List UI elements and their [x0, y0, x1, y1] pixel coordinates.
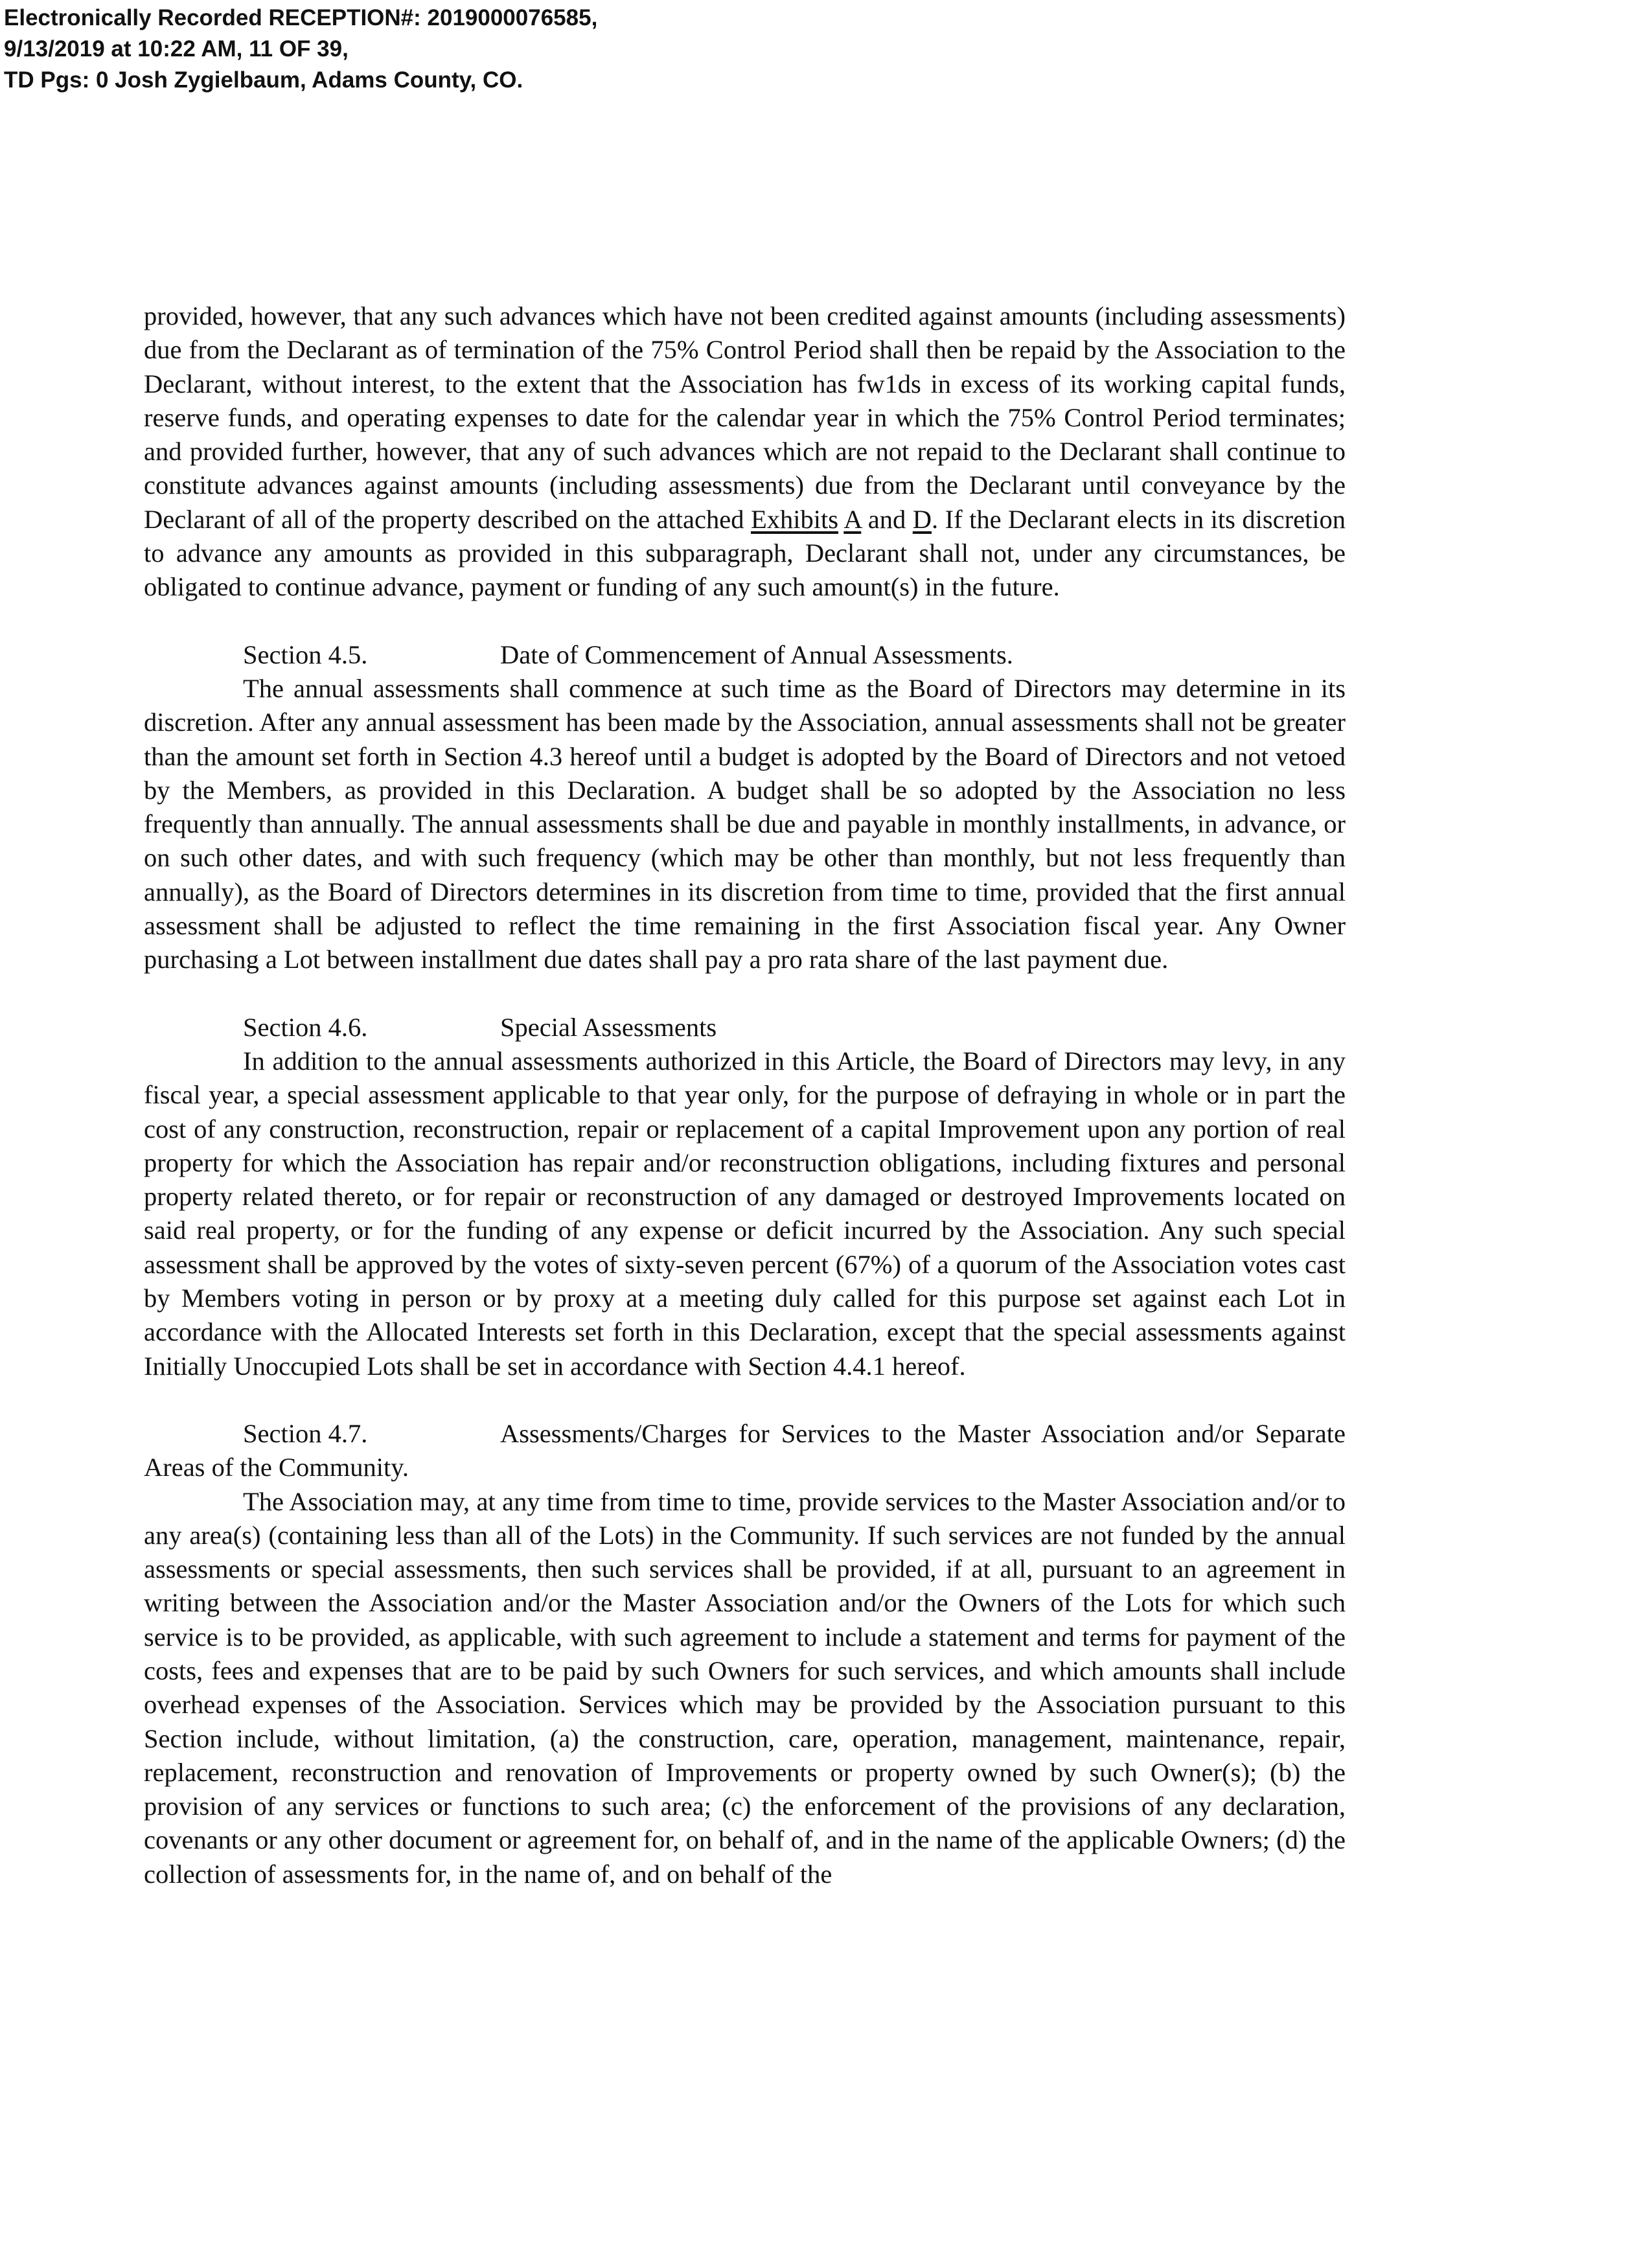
section-4-5-number: Section 4.5. — [243, 639, 368, 669]
recording-stamp — [4, 3, 597, 96]
section-4-7-body: The Association may, at any time from time to time, provide services to the Master Association and/or to any area(s) (containing less than all of the Lots) in the Community. If such services are not funded by the annual assessments or special assessments, then such services shall be provided, if at all, pursuant to an agreement in writing between the Association and/or the Master Association and/or the Owners of the Lots for which such service is to be provided, as applicable, with such agreement to include a statement and terms for payment of the costs, fees and expenses that are to be paid by such Owners for such services, and which amounts shall include overhead expenses of the Association. Services which may be provided by the Association pursuant to this Section include, without limitation, (a) the construction, care, operation, management, maintenance, repair, replacement, reconstruction and renovation of Improvements or property owned by such Owner(s); (b) the provision of any services or functions to such area; (c) the enforcement of the provisions of any declaration, covenants or any other document or agreement for, on behalf of, and in the name of the applicable Owners; (d) the collection of assessments for, in the name of, and on behalf of the — [144, 1486, 1346, 1889]
document-body — [144, 299, 1346, 1891]
continuation-text-before: provided, however, that any such advances which have not been credited against amounts (including assessments) due from the Declarant as of termination of the 75% Control Period shall then be repaid by the Association to the Declarant, without interest, to the extent that the Association has fw1ds in excess of its working capital funds, reserve funds, and operating expenses to date for the calendar year in which the 75% Control Period terminates; and provided further, however, that any of such advances which are not repaid to the Declarant shall continue to constitute advances against amounts (including assessments) due from the Declarant until conveyance by the Declarant of all of the property described on the attached — [144, 301, 1346, 534]
section-4-6-heading — [144, 1011, 1346, 1044]
section-4-5-heading — [144, 638, 1346, 672]
section-4-5-title: Date of Commencement of Annual Assessments. — [500, 639, 1013, 669]
exhibit-a-reference: A — [843, 504, 862, 534]
paragraph-gap — [144, 604, 1346, 638]
paragraph-gap — [144, 977, 1346, 1011]
section-4-7-number: Section 4.7. — [243, 1418, 368, 1448]
exhibit-d-reference: D — [912, 504, 932, 534]
continuation-paragraph — [144, 299, 1346, 604]
exhibits-reference: Exhibits — [750, 504, 838, 534]
section-4-7-title: Assessments/Charges for Services to the Master Association and/or Separate Areas of the Community. — [144, 1418, 1346, 1482]
recording-stamp-line-3: TD Pgs: 0 Josh Zygielbaum, Adams County, CO. — [4, 67, 523, 93]
section-4-5-body: The annual assessments shall commence at such time as the Board of Directors may determine in its discretion. After any annual assessment has been made by the Association, annual assessments shall not be greater than the amount set forth in Section 4.3 hereof until a budget is adopted by the Board of Directors and not vetoed by the Members, as provided in this Declaration. A budget shall be so adopted by the Association no less frequently than annually. The annual assessments shall be due and payable in monthly installments, in advance, or on such other dates, and with such frequency (which may be other than monthly, but not less frequently than annually), as the Board of Directors determines in its discretion from time to time, provided that the first annual assessment shall be adjusted to reflect the time remaining in the first Association fiscal year. Any Owner purchasing a Lot between installment due dates shall pay a pro rata share of the last payment due. — [144, 673, 1346, 974]
section-4-6-title: Special Assessments — [500, 1012, 717, 1042]
continuation-text-after: . If the Declarant elects in its discretion to advance any amounts as provided in this subparagraph, Declarant shall not, under any circumstances, be obligated to continue advance, payment or funding of any such amount(s) in the future. — [144, 504, 1346, 602]
section-4-6-number: Section 4.6. — [243, 1012, 368, 1042]
recording-stamp-line-1: Electronically Recorded RECEPTION#: 2019000076585, — [4, 5, 598, 30]
and-word: and — [867, 504, 906, 534]
section-4-7-heading — [144, 1417, 1346, 1485]
paragraph-gap — [144, 1383, 1346, 1417]
section-4-6-body: In addition to the annual assessments authorized in this Article, the Board of Directors may levy, in any fiscal year, a special assessment applicable to that year only, for the purpose of defraying in whole or in part the cost of any construction, reconstruction, repair or replacement of a capital Improvement upon any portion of real property for which the Association has repair and/or reconstruction obligations, including fixtures and personal property related thereto, or for repair or reconstruction of any damaged or destroyed Improvements located on said real property, or for the funding of any expense or deficit incurred by the Association. Any such special assessment shall be approved by the votes of sixty-seven percent (67%) of a quorum of the Association votes cast by Members voting in person or by proxy at a meeting duly called for this purpose set against each Lot in accordance with the Allocated Interests set forth in this Declaration, except that the special assessments against Initially Unoccupied Lots shall be set in accordance with Section 4.4.1 hereof. — [144, 1046, 1346, 1381]
recording-stamp-line-2: 9/13/2019 at 10:22 AM, 11 OF 39, — [4, 36, 349, 62]
